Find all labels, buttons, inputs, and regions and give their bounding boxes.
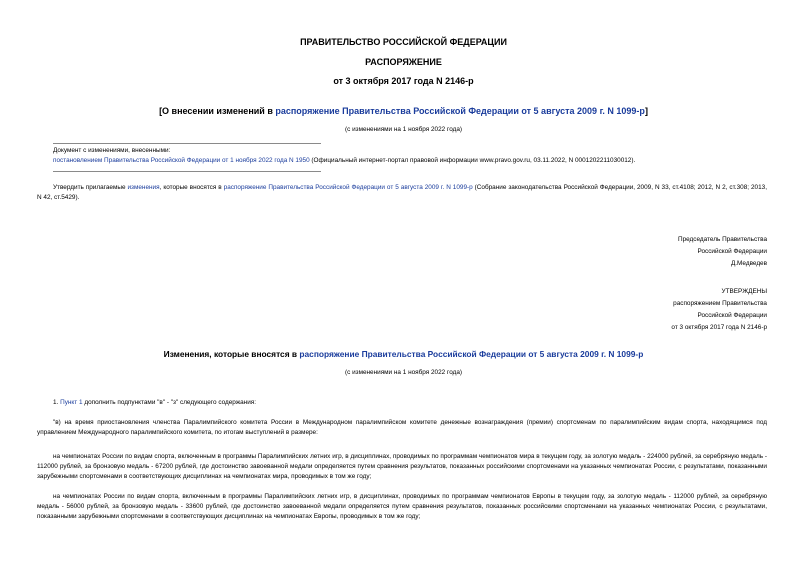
changes-link[interactable]: изменения	[127, 184, 160, 191]
order-link[interactable]: распоряжение Правительства Российской Федерации от 5 августа 2009 г. N 1099-р	[223, 184, 473, 191]
amendment-source: (Официальный интернет-портал правовой информации www.pravo.gov.ru, 03.11.2022, N 0001202211030012).	[309, 157, 636, 164]
section-title-text: Изменения, которые вносятся в	[163, 349, 300, 359]
signature-position: Председатель Правительства	[678, 236, 767, 243]
amendments-label: Документ с изменениями, внесенными:	[53, 147, 171, 154]
item-text: дополнить подпунктами "в" - "з" следующего содержания:	[82, 399, 257, 406]
section-title-link[interactable]: распоряжение Правительства Российской Федерации от 5 августа 2009 г. N 1099-р	[299, 349, 644, 359]
approval-date: от 3 октября 2017 года N 2146-р	[671, 324, 767, 331]
document-title	[0, 106, 807, 116]
paragraph-text: (Собрание законодательства Российской Федерации, 2009, N 33, ст.4108; 2012, N 2, ст.308; 2013, N 42, ст.5429).	[37, 184, 767, 201]
amendments-top-rule	[53, 143, 321, 144]
item-1	[53, 400, 256, 406]
amendments-line	[53, 158, 773, 164]
approval-line: распоряжением Правительства	[673, 300, 767, 307]
document-date-number: от 3 октября 2017 года N 2146-р	[333, 76, 474, 86]
signature-name: Д.Медведев	[730, 260, 767, 267]
item-link[interactable]: Пункт 1	[60, 399, 83, 406]
amendments-bottom-rule	[53, 171, 321, 172]
approval-paragraph	[37, 183, 767, 203]
approval-heading: УТВЕРЖДЕНЫ	[721, 288, 767, 295]
signature-body: Российской Федерации	[697, 248, 767, 255]
document-type: РАСПОРЯЖЕНИЕ	[365, 57, 442, 67]
changes-note: (с изменениями на 1 ноября 2022 года)	[344, 126, 463, 133]
item-number: 1.	[53, 399, 61, 406]
paragraph-text: , которые вносятся в	[159, 184, 224, 191]
approval-block	[671, 286, 767, 334]
title-link[interactable]: распоряжение Правительства Российской Федерации от 5 августа 2009 г. N 1099-р	[275, 106, 645, 116]
title-open: [О внесении изменений в	[159, 106, 276, 116]
government-heading: ПРАВИТЕЛЬСТВО РОССИЙСКОЙ ФЕДЕРАЦИИ	[300, 37, 507, 47]
title-close: ]	[644, 106, 648, 116]
approval-line: Российской Федерации	[697, 312, 767, 319]
section-changes-note: (с изменениями на 1 ноября 2022 года)	[344, 369, 463, 376]
paragraph-europe-championships: на чемпионатах России по видам спорта, включенным в программы Паралимпийских летних игр, в дисциплинах, проводимых по программам чемпионатов Европы в текущем году, за золотую медаль - 112000 рублей, за серебряную медаль - 56000 рублей, за бронзовую медаль - 33600 рублей, где достоинство завоеванной медали определяется путем сравнения результатов, показанных российскими спортсменами на указанных чемпионатах России, с результатами, показанными зарубежными спортсменами в соответствующих дисциплинах на чемпионатах Европы, проводимых в том же году;	[37, 493, 767, 520]
paragraph-world-championships: на чемпионатах России по видам спорта, включенным в программы Паралимпийских летних игр, в дисциплинах, проводимых по программам чемпионатов мира в текущем году, за золотую медаль - 224000 рублей, за серебряную медаль - 112000 рублей, за бронзовую медаль - 67200 рублей, где достоинство завоеванной медали определяется путем сравнения результатов, показанных российскими спортсменами на указанных чемпионатах России, с результатами, показанными зарубежными спортсменами в соответствующих дисциплинах на чемпионатах мира, проводимых в том же году;	[37, 453, 767, 480]
signature-block	[678, 234, 767, 270]
section-title	[0, 349, 807, 359]
subparagraph-v: "в) на время приостановления членства Паралимпийского комитета России в Международном паралимпийском комитете денежные вознаграждения (премии) спортсменам по паралимпийским видам спорта, находящимся под управлением Международного паралимпийского комитета, по итогам выступлений в размере:	[37, 419, 767, 436]
amendment-link[interactable]: постановлением Правительства Российской Федерации от 1 ноября 2022 года N 1950	[53, 157, 310, 164]
paragraph-text: Утвердить прилагаемые	[53, 184, 128, 191]
